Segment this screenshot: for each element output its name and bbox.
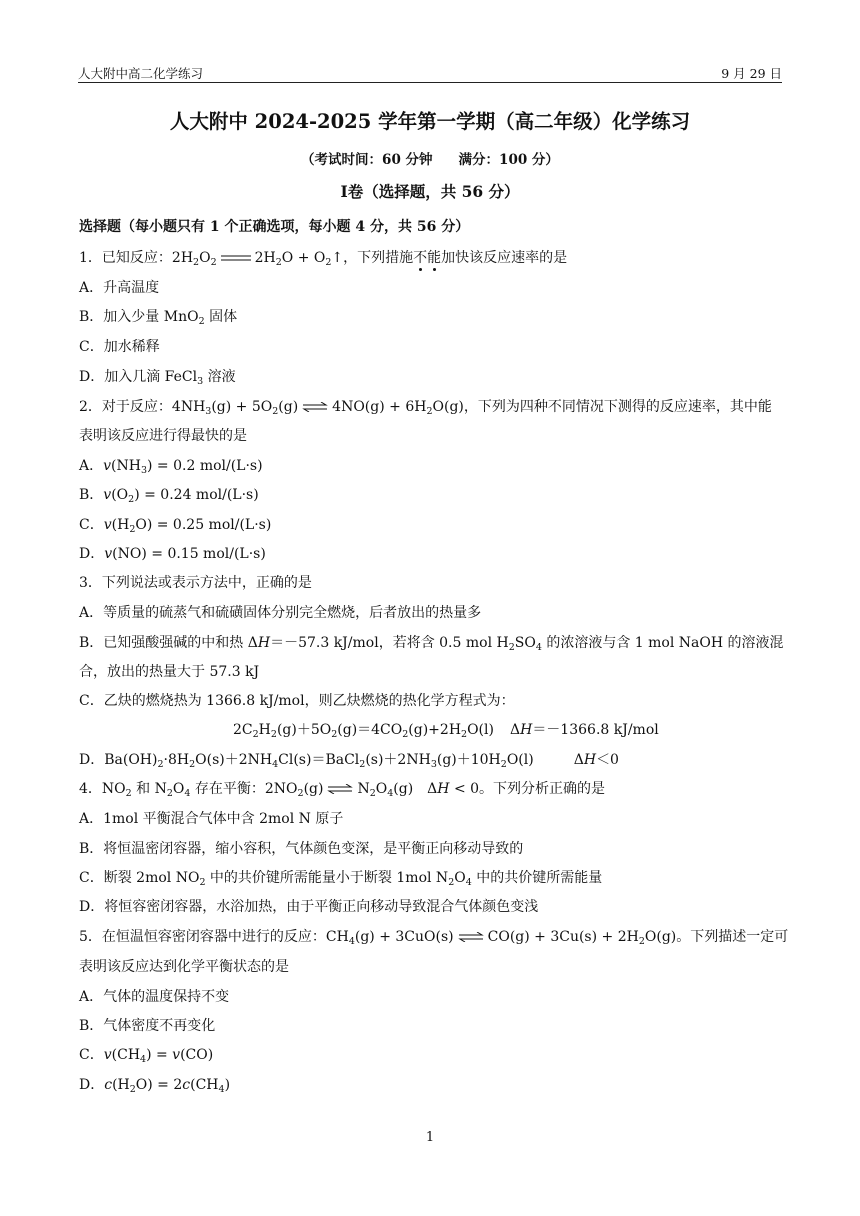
q5-option-b: B．气体密度不再变化	[79, 1018, 216, 1034]
q4-option-a: A．1mol 平衡混合气体中含 2mol N 原子	[79, 811, 344, 827]
q2-option-c: C．$v(H_2O) = 0.25$ mol/(L·s)	[79, 517, 272, 535]
q1-option-c: C．加水稀释	[79, 339, 160, 355]
q2-option-d: D．v(NO) = 0.15 mol/(L·s)	[79, 546, 266, 562]
q1-option-d: D．加入几滴 FeCl$_3$ 溶液	[79, 369, 236, 387]
q5-option-a: A．气体的温度保持不变	[79, 989, 230, 1005]
q3-option-d: D．$Ba(OH)_2\cdot 8H_2O(s)+2NH_4Cl(s)=BaCl_2(s)+2NH_3(g)+10H_2O(l)$ ΔH＜0	[79, 752, 619, 770]
q2-option-a: A．$v(NH_3) = 0.2$ mol/(L·s)	[79, 458, 263, 476]
q2-option-b: B．$v(O_2) = 0.24$ mol/(L·s)	[79, 487, 259, 505]
emphasis-char: 能	[427, 250, 442, 266]
question-2-stem-line2: 表明该反应进行得最快的是	[79, 428, 247, 444]
question-3-stem: 3．下列说法或表示方法中，正确的是	[79, 575, 312, 591]
emphasis-char: 不	[413, 250, 428, 266]
question-5-stem: 5．在恒温恒容密闭容器中进行的反应：$CH_4(g) + 3CuO(s) CO(g) + 3Cu(s) + 2H_2O(g)$。下列描述一定可	[79, 929, 789, 947]
q5-option-d: D．$c(H_2O) = 2c(CH_4)$	[79, 1077, 231, 1095]
q4-option-b: B．将恒温密闭容器，缩小容积，气体颜色变深，是平衡正向移动导致的	[79, 841, 524, 857]
header-left: 人大附中高二化学练习	[78, 66, 204, 81]
page-number: 1	[425, 1130, 435, 1145]
q5-option-c: C．$v(CH_4) = v(CO)$	[79, 1047, 214, 1065]
section-heading: Ⅰ卷（选择题，共 56 分）	[340, 182, 520, 201]
page-header	[78, 62, 782, 83]
q3-option-c: C．乙炔的燃烧热为 1366.8 kJ/mol，则乙炔燃烧的热化学方程式为：	[79, 693, 515, 709]
q1-option-a: A．升高温度	[79, 280, 160, 296]
question-1-stem: 1．已知反应：$2H_2O_2$ $2H_2O$ + $O_2↑$，下列措施不能加快该反应速率的是	[79, 250, 568, 268]
q4-option-d: D．将恒容密闭容器，水浴加热，由于平衡正向移动导致混合气体颜色变浅	[79, 899, 539, 915]
instructions: 选择题（每小题只有 1 个正确选项，每小题 4 分，共 56 分）	[79, 219, 470, 235]
q3-equation: $2C_2H_2(g)+5O_2(g)=4CO_2(g)+2H_2O(l)$ ΔH＝－1366.8 kJ/mol	[233, 722, 659, 740]
q3-option-b: B．已知强酸强碱的中和热 ΔH＝－57.3 kJ/mol，若将含 0.5 mol $H_2SO_4$ 的浓溶液与含 1 mol NaOH 的溶液混	[79, 635, 784, 653]
reversible-arrow-icon	[327, 784, 353, 794]
page-title: 人大附中 2024-2025 学年第一学期（高二年级）化学练习	[169, 110, 691, 133]
exam-score: 满分：100 分）	[458, 152, 559, 168]
q3-option-b-line2: 合，放出的热量大于 57.3 kJ	[79, 664, 260, 680]
q1-option-b: B．加入少量 MnO$_2$ 固体	[79, 309, 238, 327]
q3-option-a: A．等质量的硫蒸气和硫磺固体分别完全燃烧，后者放出的热量多	[79, 605, 482, 621]
exam-info	[0, 148, 860, 168]
q4-option-c: C．断裂 2mol $NO_2$ 中的共价键所需能量小于断裂 1mol $N_2O_4$ 中的共价键所需能量	[79, 870, 603, 888]
question-4-stem: 4．$NO_2$ 和 $N_2O_4$ 存在平衡：$2NO_2(g)$ $N_2O_4(g) \Delta H < 0$。下列分析正确的是	[79, 781, 606, 799]
equals-sign-icon	[220, 253, 252, 263]
header-date: 9 月 29 日	[721, 66, 782, 81]
question-5-stem-line2: 表明该反应达到化学平衡状态的是	[79, 959, 289, 975]
question-2-stem: 2．对于反应：$4NH_3(g) + 5O_2(g) 4NO(g) + 6H_2O(g)$，下列为四种不同情况下测得的反应速率，其中能	[79, 399, 772, 417]
reversible-arrow-icon	[302, 402, 328, 412]
exam-time: （考试时间：60 分钟	[301, 152, 433, 168]
reversible-arrow-icon	[458, 932, 484, 942]
